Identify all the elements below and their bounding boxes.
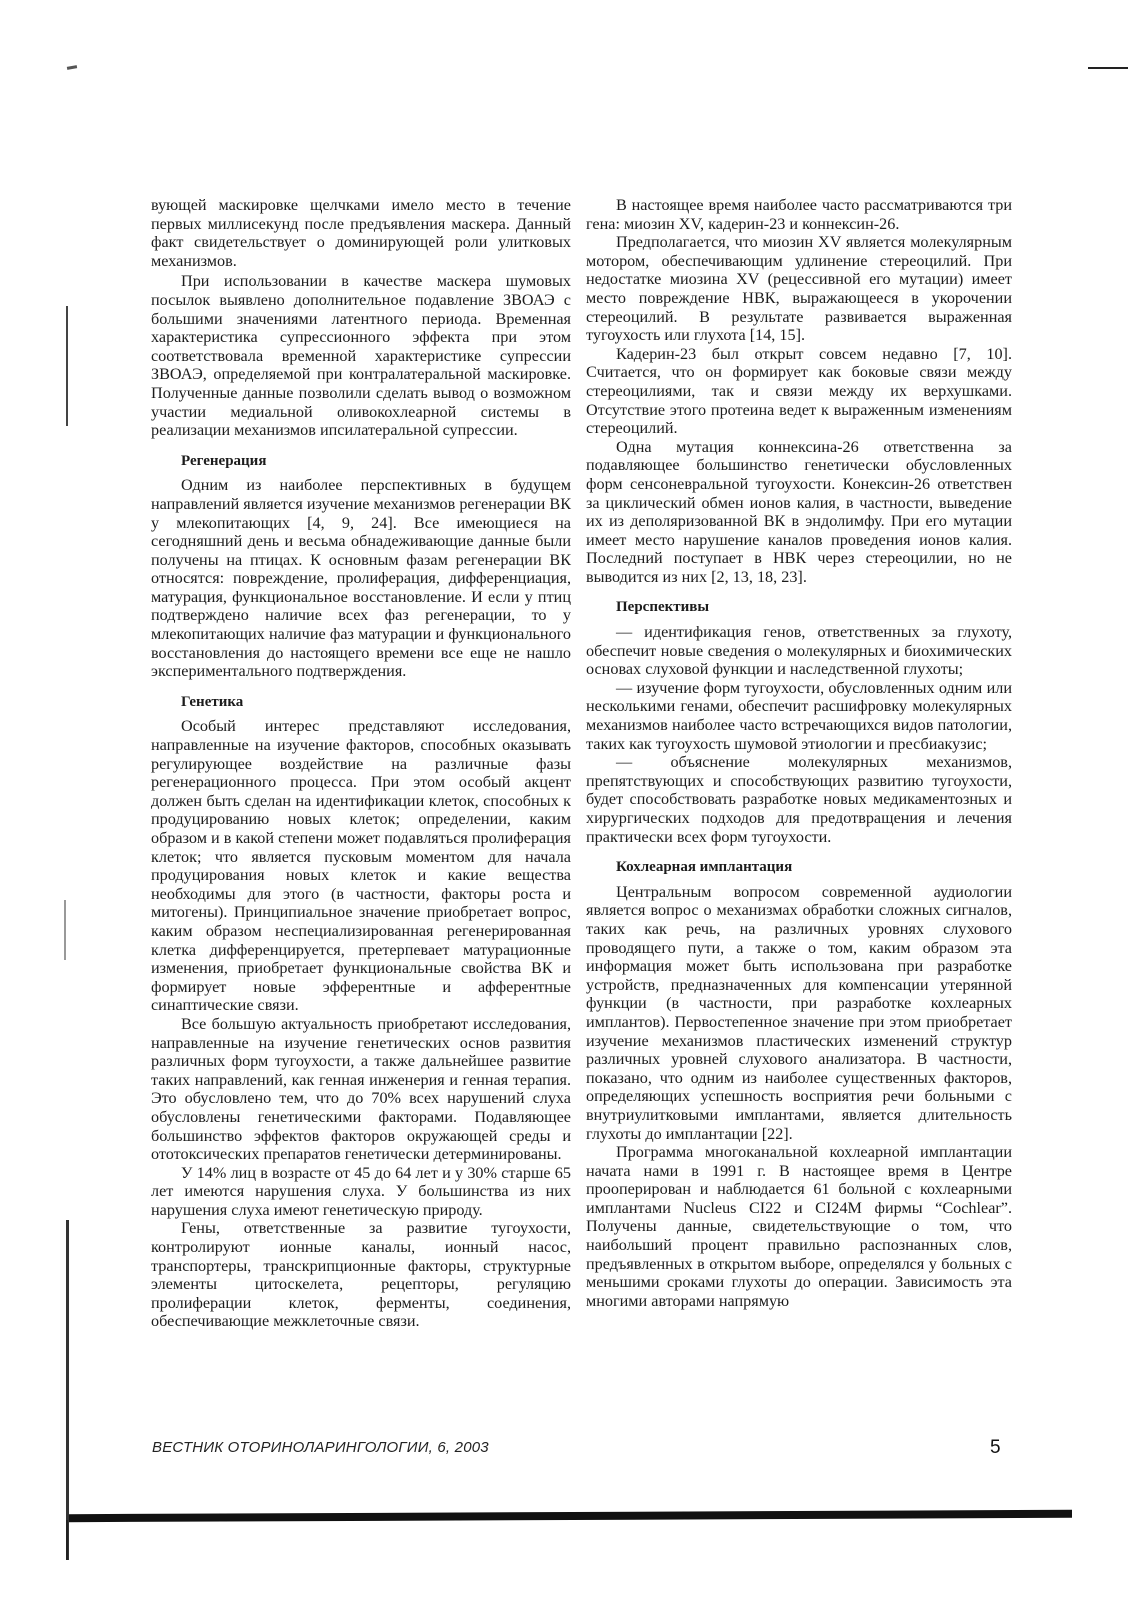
paragraph: вующей маскировке щелчками имело место в течение первых миллисекунд после предъявления маскера. Данный факт свидетельствует о доминирующей роли улитковых механизмов.: [151, 196, 571, 270]
paragraph: Гены, ответственные за развитие тугоухости, контролируют ионные каналы, ионный насос, транспортеры, транскрипционные факторы, структурные элементы цитоскелета, рецепторы, регуляцию пролиферации клеток, ферменты, соединения, обеспечивающие межклеточные связи.: [151, 1219, 571, 1331]
paragraph: У 14% лиц в возрасте от 45 до 64 лет и у 30% старше 65 лет имеются нарушения слуха. У большинства из них нарушения слуха имеют генетическую природу.: [151, 1163, 571, 1219]
paragraph: Одним из наиболее перспективных в будущем направлений является изучение механизмов регенерации ВК у млекопитающих [4, 9, 24]. Все имеющиеся на сегодняшний день и весьма обнадеживающие данные были получены на птицах. К основным фазам регенерации ВК относятся: повреждение, пролиферация, дифференциация, матурация, функциональное восстановление. И если у птиц подтверждено наличие всех фаз регенерации, то у млекопитающих наличие фаз матурации и функционального восстановления до настоящего времени все еще не нашло экспериментального подтверждения.: [151, 476, 571, 681]
paragraph: Кадерин-23 был открыт совсем недавно [7, 10]. Считается, что он формирует как боковые связи между стереоцилиями, так и связи между их верхушками. Отсутствие этого протеина ведет к выраженным изменениям стереоцилий.: [586, 344, 1012, 438]
page-number: 5: [990, 1437, 1001, 1458]
left-text-column: [151, 196, 571, 1331]
section-heading-cochlear-implantation: Кохлеарная имплантация: [616, 859, 793, 876]
scan-edge-line: [66, 1520, 68, 1560]
list-item: — идентификация генов, ответственных за глухоту, обеспечит новые сведения о молекулярных и биохимических основах слуховой функции и наследственной глухоты;: [586, 623, 1012, 679]
paragraph: Одна мутация коннексина-26 ответственна за подавляющее большинство генетически обусловленных форм сенсоневральной тугоухости. Конексин-26 ответствен за циклический обмен ионов калия, в частности, выведение их из деполяризованной ВК в эндолимфу. При его мутации имеет место нарушение каналов проведения ионов калия. Последний поступает в НВК через стереоцилии, но не выводится из них [2, 13, 18, 23].: [586, 437, 1012, 586]
scan-bar: [67, 1510, 1072, 1522]
section-heading-genetics: Генетика: [181, 693, 244, 710]
list-item: — объяснение молекулярных механизмов, препятствующих и способствующих развитию тугоухости, будет способствовать разработке новых медикаментозных и хирургических подходов для предотвращения и лечения практически всех форм тугоухости.: [586, 753, 1012, 846]
section-heading-regeneration: Регенерация: [181, 452, 267, 469]
scan-mark: [66, 306, 68, 426]
paragraph: Предполагается, что миозин XV является молекулярным мотором, обеспечивающим удлинение стереоцилий. При недостатке миозина XV (рецессивной его мутации) имеет место повреждение НВК, выражающееся в укорочении стереоцилий. В результате развивается выраженная тугоухость или глухота [14, 15].: [586, 233, 1012, 345]
section-heading-perspectives: Перспективы: [616, 599, 710, 616]
paragraph: Программа многоканальной кохлеарной имплантации начата нами в 1991 г. В настоящее время в Центре прооперирован и наблюдается 61 больной с кохлеарными имплантами Nucleus CI22 и CI24M фирмы “Cochlear”. Получены данные, свидетельствующие о том, что наибольший процент правильно распознанных слов, предъявленных в открытом выборе, определялся у больных с меньшими сроками глухоты до операции. Зависимость эта многими авторами напрямую: [586, 1143, 1012, 1310]
scan-mark: [64, 900, 66, 960]
scan-mark: [67, 65, 77, 70]
paragraph: Центральным вопросом современной аудиологии является вопрос о механизмах обработки сложных сигналов, таких как речь, на различных уровнях слухового проводящего пути, а также о том, каким образом эта информация может быть использована при разработке устройств, предназначенных для компенсации утерянной функции (в частности, при разработке кохлеарных имплантов). Первостепенное значение при этом приобретает изучение механизмов пластических изменений структур различных уровней слухового анализатора. В частности, показано, что одним из наиболее существенных факторов, определяющих успешность восприятия речи больными с внутриулитковыми имплантами, является длительность глухоты до имплантации [22].: [586, 882, 1012, 1143]
paragraph: В настоящее время наиболее часто рассматриваются три гена: миозин XV, кадерин-23 и коннексин-26.: [586, 196, 1012, 233]
list-item: — изучение форм тугоухости, обусловленных одним или несколькими генами, обеспечит расшифровку молекулярных механизмов наиболее часто встречающихся видов патологии, таких как тугоухость шумовой этиологии и пресбиакузис;: [586, 678, 1012, 753]
scan-edge-line: [66, 1220, 69, 1560]
top-rule: [1088, 67, 1128, 69]
right-text-column: [586, 196, 1012, 1310]
journal-footer: ВЕСТНИК ОТОРИНОЛАРИНГОЛОГИИ, 6, 2003: [152, 1439, 489, 1456]
paragraph: При использовании в качестве маскера шумовых посылок выявлено дополнительное подавление ЗВОАЭ с большими значениями латентного периода. Временная характеристика супрессионного эффекта при этом соответствовала временной характеристике супрессии ЗВОАЭ, определяемой при контралатеральной маскировке. Полученные данные позволили сделать вывод о возможном участии медиальной оливокохлеарной системы в реализации механизмов ипсилатеральной супрессии.: [151, 272, 571, 440]
paragraph: Все большую актуальность приобретают исследования, направленные на изучение генетических основ развития различных форм тугоухости, а также дальнейшее развитие таких направлений, как генная инженерия и генная терапия. Это обусловлено тем, что до 70% всех нарушений слуха обусловлены генетическими факторами. Подавляющее большинство эффектов факторов окружающей среды и ототоксических препаратов генетически детерминированы.: [151, 1014, 571, 1164]
paragraph: Особый интерес представляют исследования, направленные на изучение факторов, способных оказывать регулирующее воздействие на различные фазы регенерационного процесса. При этом особый акцент должен быть сделан на идентификации клеток, способных к продуцированию новых клеток; определении, каким образом и в какой степени может подавляться пролиферация клеток; что является пусковым моментом для начала продуцирования новых клеток и какие вещества необходимы для этого (в частности, факторы роста и митогены). Принципиальное значение приобретает вопрос, каким образом неспециализированная регенерированная клетка дифференцируется, претерпевает матурационные изменения, приобретает функциональные свойства ВК и формирует новые эфферентные и афферентные синаптические связи.: [151, 717, 571, 1015]
